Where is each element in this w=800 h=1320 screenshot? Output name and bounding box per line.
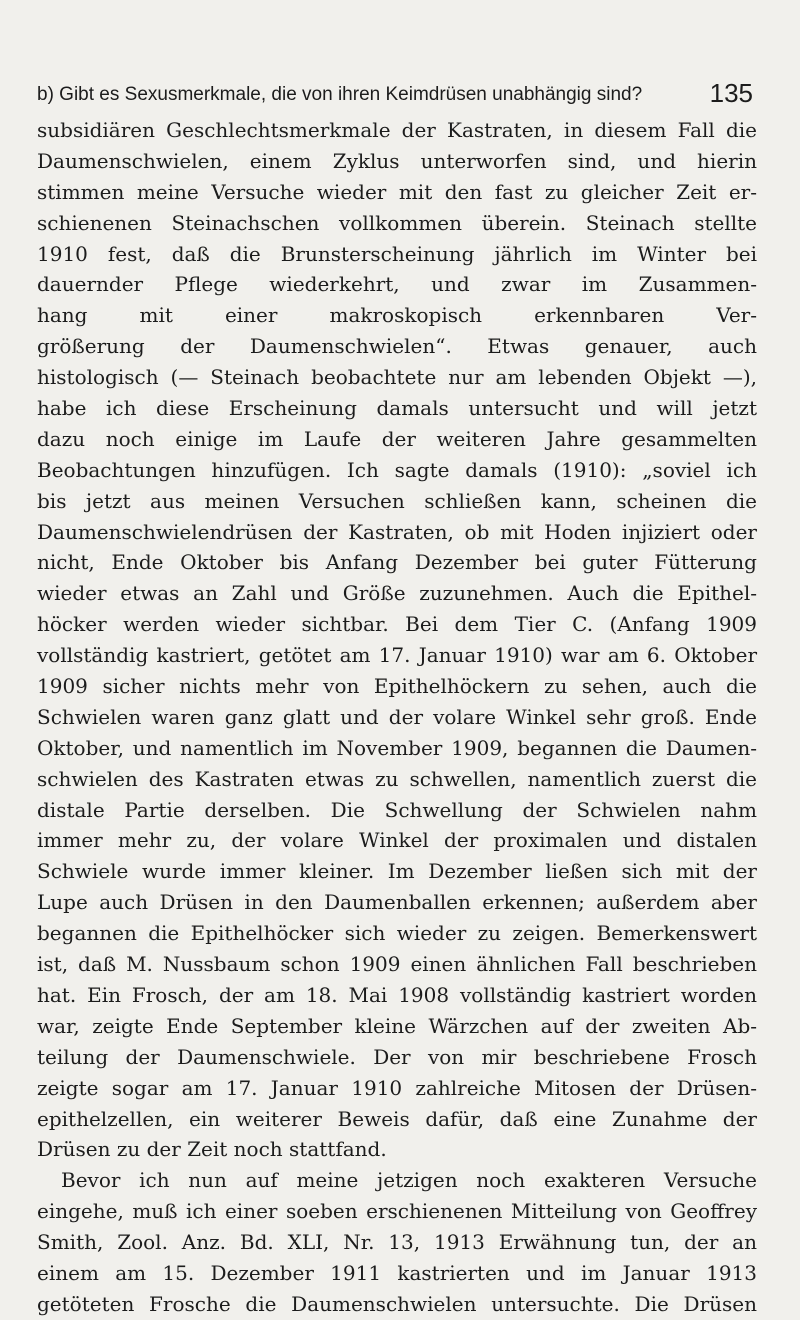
text-line: schwielen des Kastraten etwas zu schwellen, namentlich zuerst die bbox=[37, 766, 757, 791]
text-line: hat. Ein Frosch, der am 18. Mai 1908 vollständig kastriert worden bbox=[37, 982, 757, 1007]
text-line: einem am 15. Dezember 1911 kastrierten und im Januar 1913 bbox=[37, 1260, 757, 1285]
text-line: stimmen meine Versuche wieder mit den fast zu gleicher Zeit er- bbox=[37, 179, 757, 204]
page-number: 135 bbox=[709, 78, 753, 108]
text-line: bis jetzt aus meinen Versuchen schließen kann, scheinen die bbox=[37, 488, 757, 513]
text-line: eingehe, muß ich einer soeben erschienenen Mitteilung von Geoffrey bbox=[37, 1199, 757, 1224]
text-line: begannen die Epithelhöcker sich wieder zu zeigen. Bemerkenswert bbox=[37, 921, 757, 946]
text-line: getöteten Frosche die Daumenschwielen untersuchte. Die Drüsen bbox=[37, 1291, 757, 1316]
text-line: Schwiele wurde immer kleiner. Im Dezember ließen sich mit der bbox=[37, 859, 757, 884]
text-line: Daumenschwielendrüsen der Kastraten, ob mit Hoden injiziert oder bbox=[37, 519, 757, 544]
text-line: epithelzellen, ein weiterer Beweis dafür, daß eine Zunahme der bbox=[37, 1106, 757, 1131]
text-line: histologisch (— Steinach beobachtete nur am lebenden Objekt —), bbox=[37, 365, 757, 390]
text-line: Smith, Zool. Anz. Bd. XLI, Nr. 13, 1913 Erwähnung tun, der an bbox=[37, 1230, 757, 1255]
text-line: teilung der Daumenschwiele. Der von mir beschriebene Frosch bbox=[37, 1044, 757, 1069]
text-line: größerung der Daumenschwielen“. Etwas genauer, auch bbox=[37, 334, 757, 359]
text-line: immer mehr zu, der volare Winkel der proximalen und distalen bbox=[37, 828, 757, 853]
running-head bbox=[37, 78, 753, 108]
text-line: dazu noch einige im Laufe der weiteren Jahre gesammelten bbox=[37, 426, 757, 451]
text-line: Drüsen zu der Zeit noch stattfand. bbox=[37, 1137, 387, 1162]
text-line: Daumenschwielen, einem Zyklus unterworfen sind, und hierin bbox=[37, 148, 757, 173]
text-line: distale Partie derselben. Die Schwellung der Schwielen nahm bbox=[37, 797, 757, 822]
text-line: Lupe auch Drüsen in den Daumenballen erkennen; außerdem aber bbox=[37, 890, 757, 915]
text-line: höcker werden wieder sichtbar. Bei dem Tier C. (Anfang 1909 bbox=[37, 612, 757, 637]
text-line: war, zeigte Ende September kleine Wärzchen auf der zweiten Ab- bbox=[37, 1013, 757, 1038]
text-line: subsidiären Geschlechtsmerkmale der Kastraten, in diesem Fall die bbox=[37, 118, 757, 142]
text-line: Bevor ich nun auf meine jetzigen noch exakteren Versuche bbox=[61, 1168, 757, 1193]
text-line: habe ich diese Erscheinung damals untersucht und will jetzt bbox=[37, 396, 757, 421]
text-line: 1909 sicher nichts mehr von Epithelhöckern zu sehen, auch die bbox=[37, 674, 757, 699]
text-line: Oktober, und namentlich im November 1909, begannen die Daumen- bbox=[37, 735, 757, 760]
text-line: dauernder Pflege wiederkehrt, und zwar im Zusammen- bbox=[37, 272, 757, 297]
text-line: Beobachtungen hinzufügen. Ich sagte damals (1910): „soviel ich bbox=[37, 457, 757, 482]
text-line: wieder etwas an Zahl und Größe zuzunehmen. Auch die Epithel- bbox=[37, 581, 757, 606]
body-text bbox=[37, 115, 757, 1320]
text-line: zeigte sogar am 17. Januar 1910 zahlreiche Mitosen der Drüsen- bbox=[37, 1075, 757, 1100]
text-line: Schwielen waren ganz glatt und der volare Winkel sehr groß. Ende bbox=[37, 704, 757, 729]
text-line: hang mit einer makroskopisch erkennbaren Ver- bbox=[37, 303, 757, 328]
text-line: nicht, Ende Oktober bis Anfang Dezember bei guter Fütterung bbox=[37, 550, 757, 575]
running-head-title: b) Gibt es Sexusmerkmale, die von ihren Keimdrüsen unabhängig sind? bbox=[37, 84, 643, 105]
text-line: 1910 fest, daß die Brunsterscheinung jährlich im Winter bei bbox=[37, 241, 757, 266]
text-line: ist, daß M. Nussbaum schon 1909 einen ähnlichen Fall beschrieben bbox=[37, 952, 757, 977]
text-line: vollständig kastriert, getötet am 17. Januar 1910) war am 6. Oktober bbox=[37, 643, 757, 668]
text-line: schienenen Steinachschen vollkommen überein. Steinach stellte bbox=[37, 210, 757, 235]
